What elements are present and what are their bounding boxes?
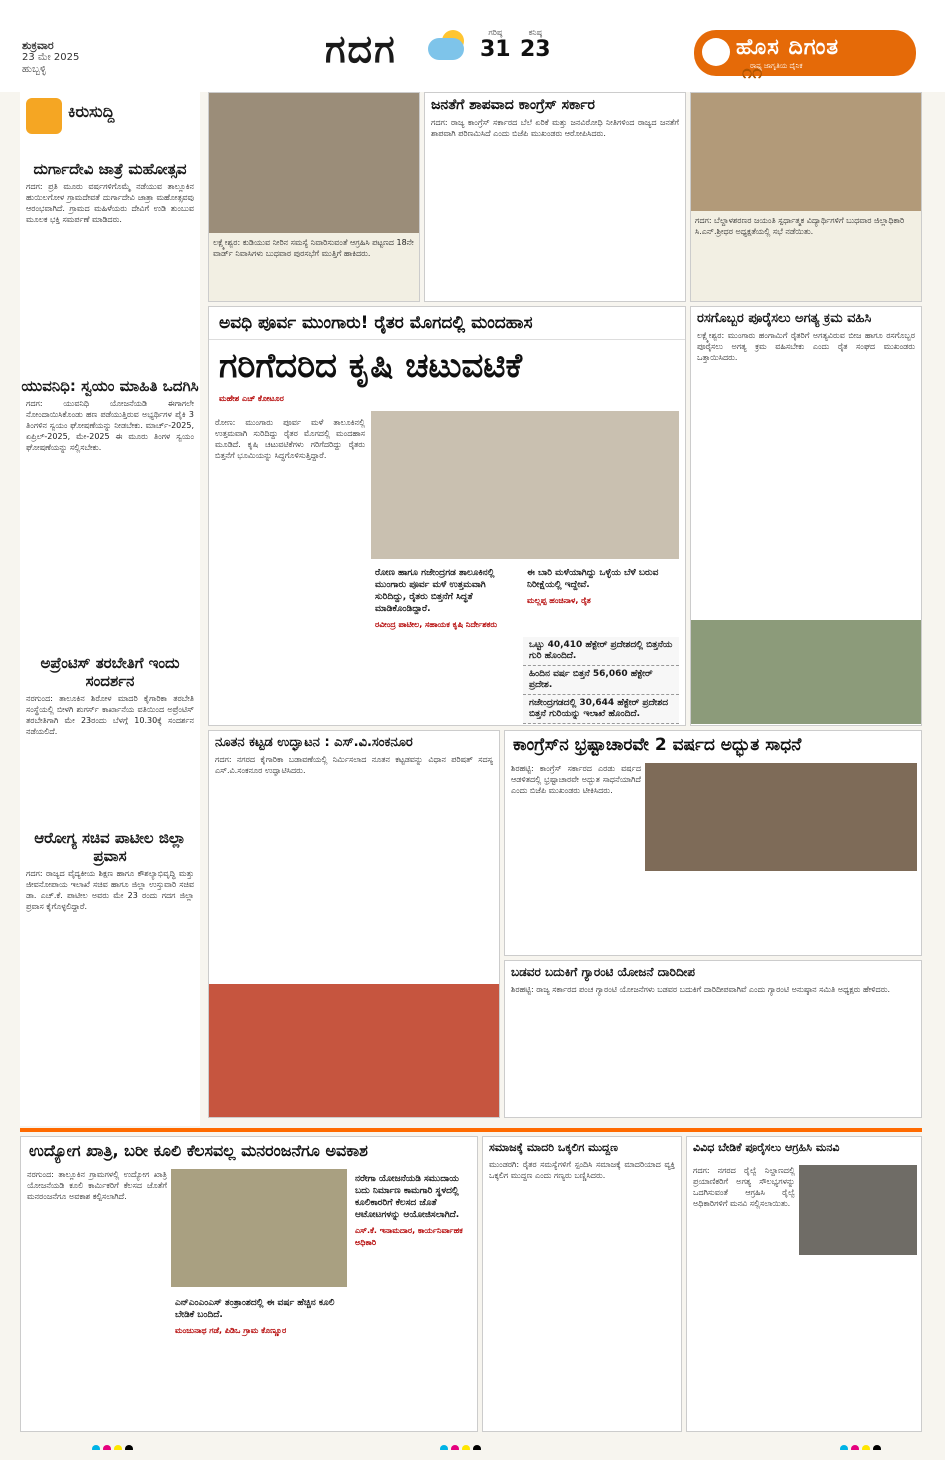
guarantee-scheme-story bbox=[504, 960, 922, 1118]
section-divider bbox=[20, 1128, 922, 1132]
fact-item: ಗಜೇಂದ್ರಗಡದಲ್ಲಿ 30,644 ಹೆಕ್ಟೇರ್ ಪ್ರದೇಶದ ಬಿತ್ತನೆ ಗುರಿಯನ್ನು ಇಲಾಖೆ ಹೊಂದಿದೆ. bbox=[523, 695, 679, 724]
railway-demand-story bbox=[686, 1136, 922, 1432]
logo-tagline: ರಾಷ್ಟ್ರ ಜಾಗೃತಿಯ ದೈನಿಕ bbox=[750, 62, 803, 70]
story-headline: ರಸಗೊಬ್ಬರ ಪೂರೈಸಲು ಅಗತ್ಯ ಕ್ರಮ ವಹಿಸಿ bbox=[697, 311, 872, 326]
story-body: ಗದಗ: ನಗರದ ಕೈಗಾರಿಕಾ ಬಡಾವಣೆಯಲ್ಲಿ ನಿರ್ಮಿಸಲಾದ ನೂತನ ಕಟ್ಟಡವನ್ನು ವಿಧಾನ ಪರಿಷತ್ ಸದಸ್ಯ ಎಸ್.ವಿ.ಸಂಕನೂರ ಉದ್ಘಾಟಿಸಿದರು. bbox=[215, 755, 493, 775]
page-number: ೧೧ bbox=[742, 62, 763, 83]
brief-news-sidebar bbox=[20, 92, 200, 1126]
farmer-quote bbox=[523, 563, 679, 633]
brief-body: ನರಗುಂದ: ತಾಲೂಕಿನ ಶಿರೋಳ ಮಾದರಿ ಕೈಗಾರಿಕಾ ತರಬೇತಿ ಸಂಸ್ಥೆಯಲ್ಲಿ ಬೀಳಗಿ ಶುಗರ್ಸ್ ಕಾರ್ಖಾನೆಯ ವತಿಯಿಂದ ಅಪ್ರೆಂಟಿಸ್ ತರಬೇತಿಗಾಗಿ ಮೇ 23ರಂದು ಬೆಳಗ್ಗೆ 10.30ಕ್ಕೆ ಸಂದರ್ಶನ ನಡೆಯಲಿದೆ. bbox=[26, 694, 194, 736]
logo-emblem-icon bbox=[702, 38, 730, 66]
weekday: ಶುಕ್ರವಾರ bbox=[22, 40, 54, 52]
quote-author: ರವೀಂದ್ರ ಪಾಟೀಲ, ಸಹಾಯಕ ಕೃಷಿ ನಿರ್ದೇಶಕರು bbox=[375, 620, 498, 629]
print-registration-marks bbox=[92, 1438, 152, 1450]
cloud-icon bbox=[428, 38, 464, 60]
lead-headline: ಗರಿಗೆದರಿದ ಕೃಷಿ ಚಟುವಟಿಕೆ bbox=[219, 346, 523, 386]
story-headline: ವಿವಿಧ ಬೇಡಿಕೆ ಪೂರೈಸಲು ಆಗ್ರಹಿಸಿ ಮನವಿ bbox=[693, 1141, 840, 1154]
story-body: ನರಗುಂದ: ತಾಲ್ಲೂಕಿನ ಗ್ರಾಮಗಳಲ್ಲಿ ಉದ್ಯೋಗ ಖಾತ್ರಿ ಯೋಜನೆಯಡಿ ಕೂಲಿ ಕಾರ್ಮಿಕರಿಗೆ ಕೆಲಸದ ಜೊತೆಗೆ ಮನರಂಜನೆಗೂ ಅವಕಾಶ ಕಲ್ಪಿಸಲಾಗಿದೆ. bbox=[27, 1170, 167, 1201]
building-inauguration-story bbox=[208, 730, 500, 1118]
quote-text: ನರೇಗಾ ಯೋಜನೆಯಡಿ ಸಮುದಾಯ ಬದು ನಿರ್ಮಾಣ ಕಾಮಗಾರಿ ಸ್ಥಳದಲ್ಲಿ ಕೂಲಿಕಾರರಿಗೆ ಕೆಲಸದ ಜೊತೆ ಆಟೋಟಗಳನ್ನು ಆಯೋಜಿಸಲಾಗಿದೆ. bbox=[355, 1174, 460, 1220]
farmers-photo bbox=[691, 620, 921, 724]
brief-body: ಗದಗ: ಯುವನಿಧಿ ಯೋಜನೆಯಡಿ ಈಗಾಗಲೇ ನೋಂದಾಯಿಸಿಕೊಂಡು ಹಣ ಪಡೆಯುತ್ತಿರುವ ಅಭ್ಯರ್ಥಿಗಳ ಪೈಕಿ 3 ತಿಂಗಳಿನ ಸ್ವಯಂ ಘೋಷಣೆಯನ್ನು ನೀಡಬೇಕು. ಮಾರ್ಚ್-2025, ಏಪ್ರಿಲ್-2025, ಮೇ-2025 ಈ ಮೂರು ತಿಂಗಳ ಸ್ವಯಂ ಘೋಷಣೆಯನ್ನು ಸಲ್ಲಿಸಬೇಕು. bbox=[26, 399, 194, 452]
max-temp: ಗರಿಷ್ಠ 31 bbox=[480, 28, 511, 62]
photo-caption: ಗದಗ: ಬೆಲ್ದಾಳಶರಣರ ಜಯಂತಿ ಸ್ಪರ್ಧಾತ್ಮಕ ವಿದ್ಯಾರ್ಥಿಗಳಿಗೆ ಬುಧವಾರ ಜಿಲ್ಲಾಧಿಕಾರಿ ಸಿ.ಎನ್.ಶ್ರೀಧರ ಅಧ್ಯಕ್ಷತೆಯಲ್ಲಿ ಸಭೆ ನಡೆಯಿತು. bbox=[691, 211, 921, 302]
farmer-tribute-story bbox=[482, 1136, 682, 1432]
officer-quote bbox=[351, 1169, 475, 1319]
fertilizer-story bbox=[690, 306, 922, 726]
brief-headline: ಆರೋಗ್ಯ ಸಚಿವ ಪಾಟೀಲ ಜಿಲ್ಲಾ ಪ್ರವಾಸ bbox=[34, 829, 186, 865]
story-body: ಗದಗ: ನಗರದ ರೈಲ್ವೆ ನಿಲ್ದಾಣದಲ್ಲಿ ಪ್ರಯಾಣಿಕರಿಗೆ ಅಗತ್ಯ ಸೌಲಭ್ಯಗಳನ್ನು ಒದಗಿಸುವಂತೆ ಆಗ್ರಹಿಸಿ ರೈಲ್ವೆ ಅಧಿಕಾರಿಗಳಿಗೆ ಮನವಿ ಸಲ್ಲಿಸಲಾಯಿತು. bbox=[693, 1166, 795, 1208]
fact-list bbox=[523, 637, 679, 724]
quote-text: ರೋಣ ಹಾಗೂ ಗಜೇಂದ್ರಗಡ ತಾಲೂಕಿನಲ್ಲಿ ಮುಂಗಾರು ಪೂರ್ವ ಮಳೆ ಉತ್ತಮವಾಗಿ ಸುರಿದಿದ್ದು, ರೈತರು ಬಿತ್ತನೆಗೆ ಸಿದ್ಧತೆ ಮಾಡಿಕೊಂಡಿದ್ದಾರೆ. bbox=[375, 568, 495, 614]
photo-caption: ಲಕ್ಷ್ಮೇಶ್ವರ: ಕುಡಿಯುವ ನೀರಿನ ಸಮಸ್ಯೆ ನಿವಾರಿಸುವಂತೆ ಆಗ್ರಹಿಸಿ ಪಟ್ಟಣದ 18ನೇ ವಾರ್ಡ್ ನಿವಾಸಿಗಳು ಬುಧವಾರ ಪುರಸಭೆಗೆ ಮುತ್ತಿಗೆ ಹಾಕಿದರು. bbox=[209, 233, 419, 302]
congress-curse-story bbox=[424, 92, 686, 302]
protest-photo bbox=[209, 93, 419, 233]
story-headline: ಜನತೆಗೆ ಶಾಪವಾದ ಕಾಂಗ್ರೆಸ್ ಸರ್ಕಾರ bbox=[431, 97, 595, 113]
story-body: ಶಿರಹಟ್ಟಿ: ರಾಜ್ಯ ಸರ್ಕಾರದ ಪಂಚ ಗ್ಯಾರಂಟಿ ಯೋಜನೆಗಳು ಬಡವರ ಬದುಕಿಗೆ ದಾರಿದೀಪವಾಗಿವೆ ಎಂದು ಗ್ಯಾರಂಟಿ ಅನುಷ್ಠಾನ ಸಮಿತಿ ಅಧ್ಯಕ್ಷರು ಹೇಳಿದರು. bbox=[511, 985, 891, 994]
lead-byline: ಮಹೇಶ ಎಚ್ ಕೋಟೂರ bbox=[219, 394, 284, 403]
water-protest-story bbox=[208, 92, 420, 302]
min-temp: ಕನಿಷ್ಠ 23 bbox=[520, 28, 551, 62]
weather-widget bbox=[428, 28, 558, 78]
lead-body: ರೋಣ: ಮುಂಗಾರು ಪೂರ್ವ ಮಳೆ ತಾಲೂಕಿನಲ್ಲಿ ಉತ್ತಮವಾಗಿ ಸುರಿದಿದ್ದು ರೈತರ ಮೊಗದಲ್ಲಿ ಮಂದಹಾಸ ಮೂಡಿದೆ. ಕೃಷಿ ಚಟುವಟಿಕೆಗಳು ಗರಿಗೆದರಿದ್ದು ರೈತರು ಬಿತ್ತನೆಗೆ ಭೂಮಿಯನ್ನು ಸಿದ್ಧಗೊಳಿಸುತ್ತಿದ್ದಾರೆ. bbox=[215, 418, 365, 460]
edition-place: ಹುಬ್ಬಳ್ಳಿ bbox=[22, 64, 47, 75]
brief-news-label: ಕಿರುಸುದ್ದಿ bbox=[68, 102, 115, 121]
pdo-quote bbox=[171, 1293, 347, 1413]
story-headline: ನೂತನ ಕಟ್ಟಡ ಉದ್ಘಾಟನ : ಎಸ್.ವಿ.ಸಂಕನೂರ bbox=[215, 735, 413, 750]
date: 23 ಮೇ 2025 bbox=[22, 52, 80, 63]
brief-headline: ಅಪ್ರೆಂಟಿಸ್ ತರಬೇತಿಗೆ ಇಂದು ಸಂದರ್ಶನ bbox=[40, 654, 180, 690]
dateline bbox=[22, 40, 132, 76]
logo-text: ಹೊಸ ದಿಗಂತ bbox=[736, 35, 840, 60]
brief-headline: ದುರ್ಗಾದೇವಿ ಜಾತ್ರೆ ಮಹೋತ್ಸವ bbox=[33, 160, 187, 178]
farmer-photo bbox=[371, 411, 679, 559]
quote-author: ಎಸ್.ಕೆ. ಇನಾಮದಾರ, ಕಾರ್ಯನಿರ್ವಾಹಕ ಅಧಿಕಾರಿ bbox=[355, 1226, 463, 1247]
brief-headline: ಯುವನಿಧಿ: ಸ್ವಯಂ ಮಾಹಿತಿ ಒದಗಿಸಿ bbox=[21, 377, 199, 395]
story-headline: ಉದ್ಯೋಗ ಖಾತ್ರಿ, ಬರೀ ಕೂಲಿ ಕೆಲಸವಲ್ಲ ಮನರಂಜನೆಗೂ ಅವಕಾಶ bbox=[29, 1141, 368, 1160]
fact-item: ಒಟ್ಟು 40,410 ಹೆಕ್ಟೇರ್ ಪ್ರದೇಶದಲ್ಲಿ ಬಿತ್ತನೆಯ ಗುರಿ ಹೊಂದಿದೆ. bbox=[523, 637, 679, 666]
hand-icon bbox=[26, 98, 62, 134]
nrega-story bbox=[20, 1136, 478, 1432]
print-registration-marks bbox=[840, 1438, 900, 1450]
dc-meeting-story bbox=[690, 92, 922, 302]
congress-corruption-story bbox=[504, 730, 922, 956]
story-body: ಲಕ್ಷ್ಮೇಶ್ವರ: ಮುಂಗಾರು ಹಂಗಾಮಿಗೆ ರೈತರಿಗೆ ಅಗತ್ಯವಿರುವ ಬೀಜ ಹಾಗೂ ರಸಗೊಬ್ಬರ ಪೂರೈಸಲು ಅಗತ್ಯ ಕ್ರಮ ವಹಿಸಬೇಕು ಎಂದು ರೈತ ಸಂಘದ ಮುಖಂಡರು ಒತ್ತಾಯಿಸಿದರು. bbox=[697, 331, 915, 362]
lead-kicker: ಅವಧಿ ಪೂರ್ವ ಮುಂಗಾರು! ರೈತರ ಮೊಗದಲ್ಲಿ ಮಂದಹಾಸ bbox=[209, 307, 685, 340]
quote-text: ಎನ್‌ಎಂಎಂಎಸ್ ತಂತ್ರಾಂಶದಲ್ಲಿ ಈ ವರ್ಷ ಹೆಚ್ಚಿನ ಕೂಲಿ ಬೇಡಿಕೆ ಬಂದಿದೆ. bbox=[175, 1298, 335, 1320]
quote-author: ಮಂಜುನಾಥ ಗಡೆ, ಪಿಡಿಒ ಗ್ರಾಮ ಕೊಣ್ಣೂರ bbox=[175, 1326, 287, 1335]
brief-body: ಗದಗ: ರಾಜ್ಯದ ವೈದ್ಯಕೀಯ ಶಿಕ್ಷಣ ಹಾಗೂ ಕೌಶಲ್ಯಾಭಿವೃದ್ಧಿ ಮತ್ತು ಜೀವನೋಪಾಯ ಇಲಾಖೆ ಸಚಿವ ಹಾಗೂ ಜಿಲ್ಲಾ ಉಸ್ತುವಾರಿ ಸಚಿವ ಡಾ. ಎಚ್.ಕೆ. ಪಾಟೀಲ ಅವರು ಮೇ 23 ರಂದು ಗದಗ ಜಿಲ್ಲಾ ಪ್ರವಾಸ ಕೈಗೊಳ್ಳಲಿದ್ದಾರೆ. bbox=[26, 869, 194, 911]
workers-photo bbox=[171, 1169, 347, 1287]
masthead bbox=[0, 0, 945, 92]
meeting-photo bbox=[691, 93, 921, 211]
building-photo bbox=[209, 984, 499, 1118]
brief-news-header bbox=[20, 92, 200, 154]
city-title: ಗದಗ bbox=[325, 27, 397, 71]
lead-story bbox=[208, 306, 686, 726]
story-headline: ಕಾಂಗ್ರೆಸ್‌ನ ಭ್ರಷ್ಟಾಚಾರವೇ 2 ವರ್ಷದ ಅದ್ಭುತ ಸಾಧನೆ bbox=[513, 735, 802, 755]
story-body: ಮುಂಡರಗಿ: ರೈತರ ಸಮಸ್ಯೆಗಳಿಗೆ ಸ್ಪಂದಿಸಿ ಸಮಾಜಕ್ಕೆ ಮಾದರಿಯಾದ ವ್ಯಕ್ತಿ ಒಕ್ಕಲಿಗ ಮುದ್ದಣ ಎಂದು ಗಣ್ಯರು ಬಣ್ಣಿಸಿದರು. bbox=[489, 1160, 675, 1180]
fact-item: ಹಿಂದಿನ ವರ್ಷ ಬಿತ್ತನೆ 56,060 ಹೆಕ್ಟೇರ್ ಪ್ರದೇಶ. bbox=[523, 666, 679, 695]
print-registration-marks bbox=[440, 1438, 500, 1450]
newspaper-logo[interactable] bbox=[694, 30, 916, 76]
story-body: ಗದಗ: ರಾಜ್ಯ ಕಾಂಗ್ರೆಸ್ ಸರ್ಕಾರದ ಬೆಲೆ ಏರಿಕೆ ಮತ್ತು ಜನವಿರೋಧಿ ನೀತಿಗಳಿಂದ ರಾಜ್ಯದ ಜನತೆಗೆ ಶಾಪವಾಗಿ ಪರಿಣಮಿಸಿದೆ ಎಂದು ಬಿಜೆಪಿ ಮುಖಂಡರು ಆರೋಪಿಸಿದರು. bbox=[431, 118, 679, 138]
press-meet-photo bbox=[645, 763, 917, 871]
story-body: ಶಿರಹಟ್ಟಿ: ಕಾಂಗ್ರೆಸ್ ಸರ್ಕಾರದ ಎರಡು ವರ್ಷದ ಆಡಳಿತದಲ್ಲಿ ಭ್ರಷ್ಟಾಚಾರವೇ ಅದ್ಭುತ ಸಾಧನೆಯಾಗಿದೆ ಎಂದು ಬಿಜೆಪಿ ಮುಖಂಡರು ಟೀಕಿಸಿದರು. bbox=[511, 764, 641, 795]
memorandum-photo bbox=[799, 1165, 917, 1255]
story-headline: ಬಡವರ ಬದುಕಿಗೆ ಗ್ಯಾರಂಟಿ ಯೋಜನೆ ದಾರಿದೀಪ bbox=[511, 965, 695, 979]
officer-quote bbox=[371, 563, 519, 671]
story-headline: ಸಮಾಜಕ್ಕೆ ಮಾದರಿ ಒಕ್ಕಲಿಗ ಮುದ್ದಣ bbox=[489, 1141, 618, 1154]
quote-author: ಮಲ್ಲಪ್ಪ ಹಂಚಿನಾಳ, ರೈತ bbox=[527, 596, 591, 605]
quote-text: ಈ ಬಾರಿ ಮಳೆಯಾಗಿದ್ದು ಒಳ್ಳೆಯ ಬೆಳೆ ಬರುವ ನಿರೀಕ್ಷೆಯಲ್ಲಿ ಇದ್ದೇವೆ. bbox=[527, 568, 659, 590]
brief-body: ಗದಗ: ಪ್ರತಿ ಮೂರು ವರ್ಷಗಳಿಗೊಮ್ಮೆ ನಡೆಯುವ ತಾಲ್ಲೂಕಿನ ಹುಯಿಲಗೋಳ ಗ್ರಾಮದೇವತೆ ದುರ್ಗಾದೇವಿ ಜಾತ್ರಾ ಮಹೋತ್ಸವವು ಆರಂಭವಾಗಿದೆ. ಗ್ರಾಮದ ಮಹಿಳೆಯರು ದೇವಿಗೆ ಉಡಿ ತುಂಬುವ ಮೂಲಕ ಭಕ್ತಿ ಸಮರ್ಪಣೆ ಮಾಡಿದರು. bbox=[26, 182, 194, 224]
